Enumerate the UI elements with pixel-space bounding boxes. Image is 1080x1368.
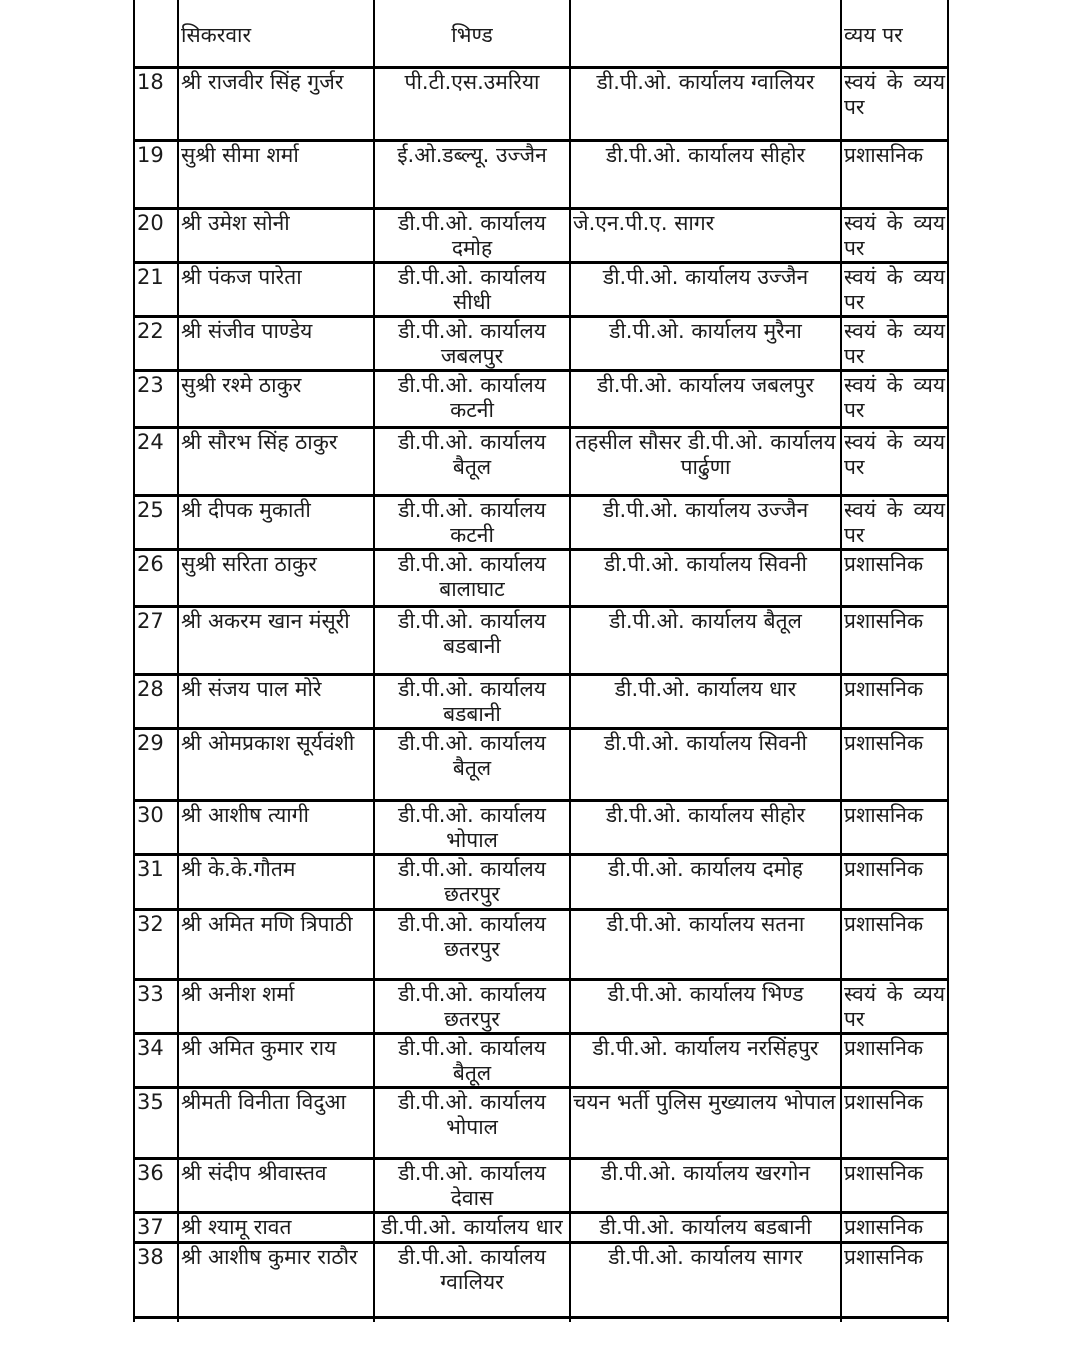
to-office-cell: डी.पी.ओ. कार्यालय उज्जैन <box>570 262 841 316</box>
table-row <box>134 549 948 606</box>
from-office-cell: ई.ओ.डब्ल्यू. उज्जैन <box>374 140 570 208</box>
officer-name-cell: श्री दीपक मुकाती <box>178 495 374 549</box>
serial-number-cell: 25 <box>134 495 178 549</box>
table-row <box>134 800 948 854</box>
table-row <box>134 854 948 909</box>
expense-terms-cell: प्रशासनिक <box>841 674 948 728</box>
from-office-cell: डी.पी.ओ. कार्यालय धार <box>374 1212 570 1242</box>
serial-number-cell: 21 <box>134 262 178 316</box>
expense-terms-cell: स्वयं के व्यय पर <box>841 316 948 370</box>
table-row <box>134 1158 948 1212</box>
serial-number-cell: 18 <box>134 67 178 140</box>
to-office-cell: डी.पी.ओ. कार्यालय जबलपुर <box>570 370 841 427</box>
officer-name-cell: श्री राजवीर सिंह गुर्जर <box>178 67 374 140</box>
table-row <box>134 674 948 728</box>
from-office-cell: पी.टी.एस.उमरिया <box>374 67 570 140</box>
officer-name-cell: श्री आशीष कुमार राठौर <box>178 1242 374 1317</box>
table-row <box>134 0 948 67</box>
table-row <box>134 1317 948 1322</box>
expense-terms-cell: प्रशासनिक <box>841 1087 948 1158</box>
table-row <box>134 140 948 208</box>
expense-terms-cell: स्वयं के व्यय पर <box>841 370 948 427</box>
to-office-cell: डी.पी.ओ. कार्यालय खरगोन <box>570 1158 841 1212</box>
officer-name-cell: श्री अमित कुमार राय <box>178 1033 374 1087</box>
serial-number-cell: 31 <box>134 854 178 909</box>
to-office-cell: डी.पी.ओ. कार्यालय दमोह <box>570 854 841 909</box>
to-office-cell: डी.पी.ओ. कार्यालय सीहोर <box>570 800 841 854</box>
serial-number-cell: 33 <box>134 979 178 1033</box>
to-office-cell: डी.पी.ओ. कार्यालय नरसिंहपुर <box>570 1033 841 1087</box>
expense-terms-cell: प्रशासनिक <box>841 728 948 800</box>
to-office-cell: डी.पी.ओ. कार्यालय सीहोर <box>570 140 841 208</box>
officer-name-cell: श्री अनीश शर्मा <box>178 979 374 1033</box>
from-office-cell: डी.पी.ओ. कार्यालय बालाघाट <box>374 549 570 606</box>
expense-terms-cell: व्यय पर <box>841 0 948 67</box>
officer-name-cell: श्री संदीप श्रीवास्तव <box>178 1158 374 1212</box>
expense-terms-cell: स्वयं के व्यय पर <box>841 262 948 316</box>
table-row <box>134 606 948 674</box>
expense-terms-cell: प्रशासनिक <box>841 1158 948 1212</box>
serial-number-cell: 20 <box>134 208 178 262</box>
to-office-cell: जे.एन.पी.ए. सागर <box>570 208 841 262</box>
from-office-cell: डी.पी.ओ. कार्यालय कटनी <box>374 495 570 549</box>
expense-terms-cell: स्वयं के व्यय पर <box>841 427 948 495</box>
officer-name-cell: श्री के.के.गौतम <box>178 854 374 909</box>
from-office-cell: डी.पी.ओ. कार्यालय कटनी <box>374 370 570 427</box>
officer-name-cell: सुश्री सीमा शर्मा <box>178 140 374 208</box>
from-office-cell: डी.पी.ओ. कार्यालय बडबानी <box>374 674 570 728</box>
from-office-cell: डी.पी.ओ. कार्यालय जबलपुर <box>374 316 570 370</box>
from-office-cell: डी.पी.ओ. कार्यालय छतरपुर <box>374 909 570 979</box>
officer-name-cell: श्री ओमप्रकाश सूर्यवंशी <box>178 728 374 800</box>
from-office-cell: डी.पी.ओ. कार्यालय बैतूल <box>374 728 570 800</box>
serial-number-cell: 37 <box>134 1212 178 1242</box>
expense-terms-cell: प्रशासनिक <box>841 854 948 909</box>
from-office-cell: डी.पी.ओ. कार्यालय दमोह <box>374 208 570 262</box>
from-office-cell: डी.पी.ओ. कार्यालय सीधी <box>374 262 570 316</box>
expense-terms-cell: स्वयं के व्यय पर <box>841 979 948 1033</box>
officer-name-cell: श्री अकरम खान मंसूरी <box>178 606 374 674</box>
from-office-cell: डी.पी.ओ. कार्यालय भोपाल <box>374 1087 570 1158</box>
transfer-list-table <box>133 0 949 1322</box>
table-row <box>134 427 948 495</box>
table-row <box>134 495 948 549</box>
to-office-cell: तहसील सौसर डी.पी.ओ. कार्यालय पार्ढुणा <box>570 427 841 495</box>
serial-number-cell: 27 <box>134 606 178 674</box>
serial-number-cell: 26 <box>134 549 178 606</box>
expense-terms-cell: प्रशासनिक <box>841 549 948 606</box>
table-row <box>134 1242 948 1317</box>
serial-number-cell: 32 <box>134 909 178 979</box>
officer-name-cell: सुश्री सरिता ठाकुर <box>178 549 374 606</box>
serial-number-cell: 35 <box>134 1087 178 1158</box>
expense-terms-cell: प्रशासनिक <box>841 1212 948 1242</box>
table-row <box>134 1212 948 1242</box>
expense-terms-cell: स्वयं के व्यय पर <box>841 67 948 140</box>
to-office-cell <box>570 0 841 67</box>
serial-number-cell: 23 <box>134 370 178 427</box>
table-row <box>134 370 948 427</box>
serial-number-cell <box>134 1317 178 1322</box>
from-office-cell: डी.पी.ओ. कार्यालय छतरपुर <box>374 854 570 909</box>
officer-name-cell: सिकरवार <box>178 0 374 67</box>
from-office-cell: डी.पी.ओ. कार्यालय भोपाल <box>374 800 570 854</box>
expense-terms-cell: प्रशासनिक <box>841 1033 948 1087</box>
officer-name-cell: श्री आशीष त्यागी <box>178 800 374 854</box>
to-office-cell: डी.पी.ओ. कार्यालय बडबानी <box>570 1212 841 1242</box>
expense-terms-cell <box>841 1317 948 1322</box>
table-row <box>134 208 948 262</box>
table-row <box>134 1087 948 1158</box>
officer-name-cell: श्री अमित मणि त्रिपाठी <box>178 909 374 979</box>
table-row <box>134 728 948 800</box>
table-row <box>134 979 948 1033</box>
serial-number-cell: 24 <box>134 427 178 495</box>
to-office-cell: चयन भर्ती पुलिस मुख्यालय भोपाल <box>570 1087 841 1158</box>
to-office-cell: डी.पी.ओ. कार्यालय धार <box>570 674 841 728</box>
serial-number-cell: 28 <box>134 674 178 728</box>
serial-number-cell: 36 <box>134 1158 178 1212</box>
officer-name-cell: श्री संजीव पाण्डेय <box>178 316 374 370</box>
serial-number-cell: 19 <box>134 140 178 208</box>
to-office-cell: डी.पी.ओ. कार्यालय ग्वालियर <box>570 67 841 140</box>
officer-name-cell: श्री संजय पाल मोरे <box>178 674 374 728</box>
officer-name-cell: श्री उमेश सोनी <box>178 208 374 262</box>
from-office-cell: डी.पी.ओ. कार्यालय बैतूल <box>374 427 570 495</box>
from-office-cell: डी.पी.ओ. कार्यालय बैतूल <box>374 1033 570 1087</box>
to-office-cell: डी.पी.ओ. कार्यालय बैतूल <box>570 606 841 674</box>
officer-name-cell: श्री सौरभ सिंह ठाकुर <box>178 427 374 495</box>
expense-terms-cell: प्रशासनिक <box>841 1242 948 1317</box>
expense-terms-cell: स्वयं के व्यय पर <box>841 495 948 549</box>
to-office-cell: डी.पी.ओ. कार्यालय सिवनी <box>570 549 841 606</box>
from-office-cell: भिण्ड <box>374 0 570 67</box>
expense-terms-cell: स्वयं के व्यय पर <box>841 208 948 262</box>
from-office-cell: डी.पी.ओ. कार्यालय छतरपुर <box>374 979 570 1033</box>
table-row <box>134 262 948 316</box>
officer-name-cell: श्रीमती विनीता विदुआ <box>178 1087 374 1158</box>
from-office-cell <box>374 1317 570 1322</box>
expense-terms-cell: प्रशासनिक <box>841 800 948 854</box>
serial-number-cell: 22 <box>134 316 178 370</box>
serial-number-cell: 30 <box>134 800 178 854</box>
serial-number-cell: 29 <box>134 728 178 800</box>
serial-number-cell: 38 <box>134 1242 178 1317</box>
table-row <box>134 316 948 370</box>
to-office-cell: डी.पी.ओ. कार्यालय मुरैना <box>570 316 841 370</box>
to-office-cell: डी.पी.ओ. कार्यालय उज्जैन <box>570 495 841 549</box>
table-row <box>134 909 948 979</box>
table-row <box>134 67 948 140</box>
to-office-cell: डी.पी.ओ. कार्यालय सागर <box>570 1242 841 1317</box>
expense-terms-cell: प्रशासनिक <box>841 909 948 979</box>
serial-number-cell: 34 <box>134 1033 178 1087</box>
officer-name-cell: सुश्री रश्मे ठाकुर <box>178 370 374 427</box>
to-office-cell: डी.पी.ओ. कार्यालय भिण्ड <box>570 979 841 1033</box>
to-office-cell <box>570 1317 841 1322</box>
from-office-cell: डी.पी.ओ. कार्यालय बडबानी <box>374 606 570 674</box>
officer-name-cell <box>178 1317 374 1322</box>
officer-name-cell: श्री श्यामू रावत <box>178 1212 374 1242</box>
from-office-cell: डी.पी.ओ. कार्यालय ग्वालियर <box>374 1242 570 1317</box>
officer-name-cell: श्री पंकज पारेता <box>178 262 374 316</box>
expense-terms-cell: प्रशासनिक <box>841 140 948 208</box>
serial-number-cell <box>134 0 178 67</box>
from-office-cell: डी.पी.ओ. कार्यालय देवास <box>374 1158 570 1212</box>
to-office-cell: डी.पी.ओ. कार्यालय सतना <box>570 909 841 979</box>
expense-terms-cell: प्रशासनिक <box>841 606 948 674</box>
to-office-cell: डी.पी.ओ. कार्यालय सिवनी <box>570 728 841 800</box>
table-row <box>134 1033 948 1087</box>
